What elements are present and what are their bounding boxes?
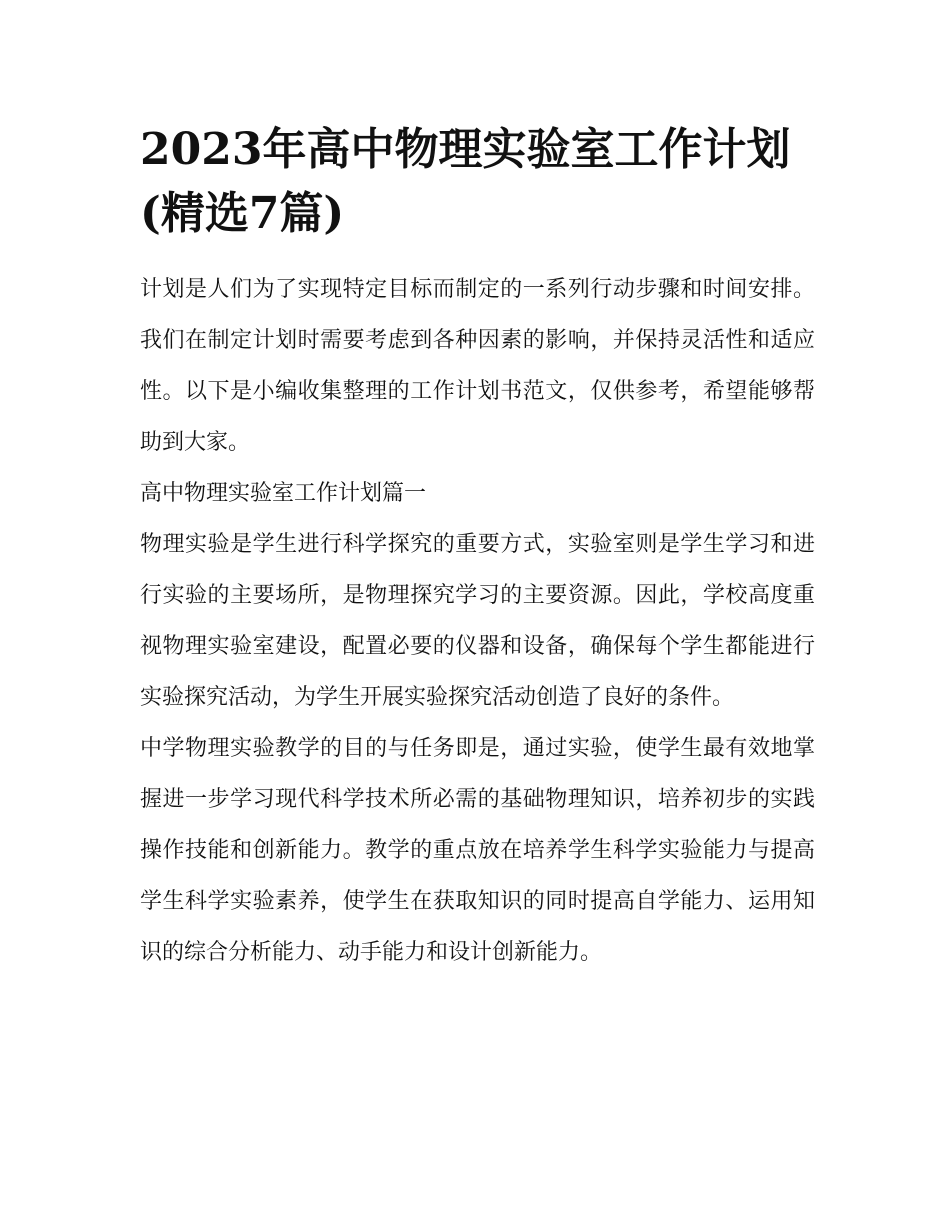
intro-paragraph: 计划是人们为了实现特定目标而制定的一系列行动步骤和时间安排。我们在制定计划时需要考虑到各种因素的影响，并保持灵活性和适应性。以下是小编收集整理的工作计划书范文，仅供参考，希望能够帮助到大家。 xyxy=(140,277,815,455)
body-paragraph: 物理实验是学生进行科学探究的重要方式，实验室则是学生学习和进行实验的主要场所，是物理探究学习的主要资源。因此，学校高度重视物理实验室建设，配置必要的仪器和设备，确保每个学生都能进行实验探究活动，为学生开展实验探究活动创造了良好的条件。 xyxy=(140,532,815,710)
body-paragraph: 中学物理实验教学的目的与任务即是，通过实验，使学生最有效地掌握进一步学习现代科学技术所必需的基础物理知识，培养初步的实践操作技能和创新能力。教学的重点放在培养学生科学实验能力与提高学生科学实验素养，使学生在获取知识的同时提高自学能力、运用知识的综合分析能力、动手能力和设计创新能力。 xyxy=(140,736,815,965)
section-heading: 高中物理实验室工作计划篇一 xyxy=(140,481,427,506)
document-title: 2023年高中物理实验室工作计划(精选7篇) xyxy=(140,124,791,239)
document-body xyxy=(140,118,815,978)
